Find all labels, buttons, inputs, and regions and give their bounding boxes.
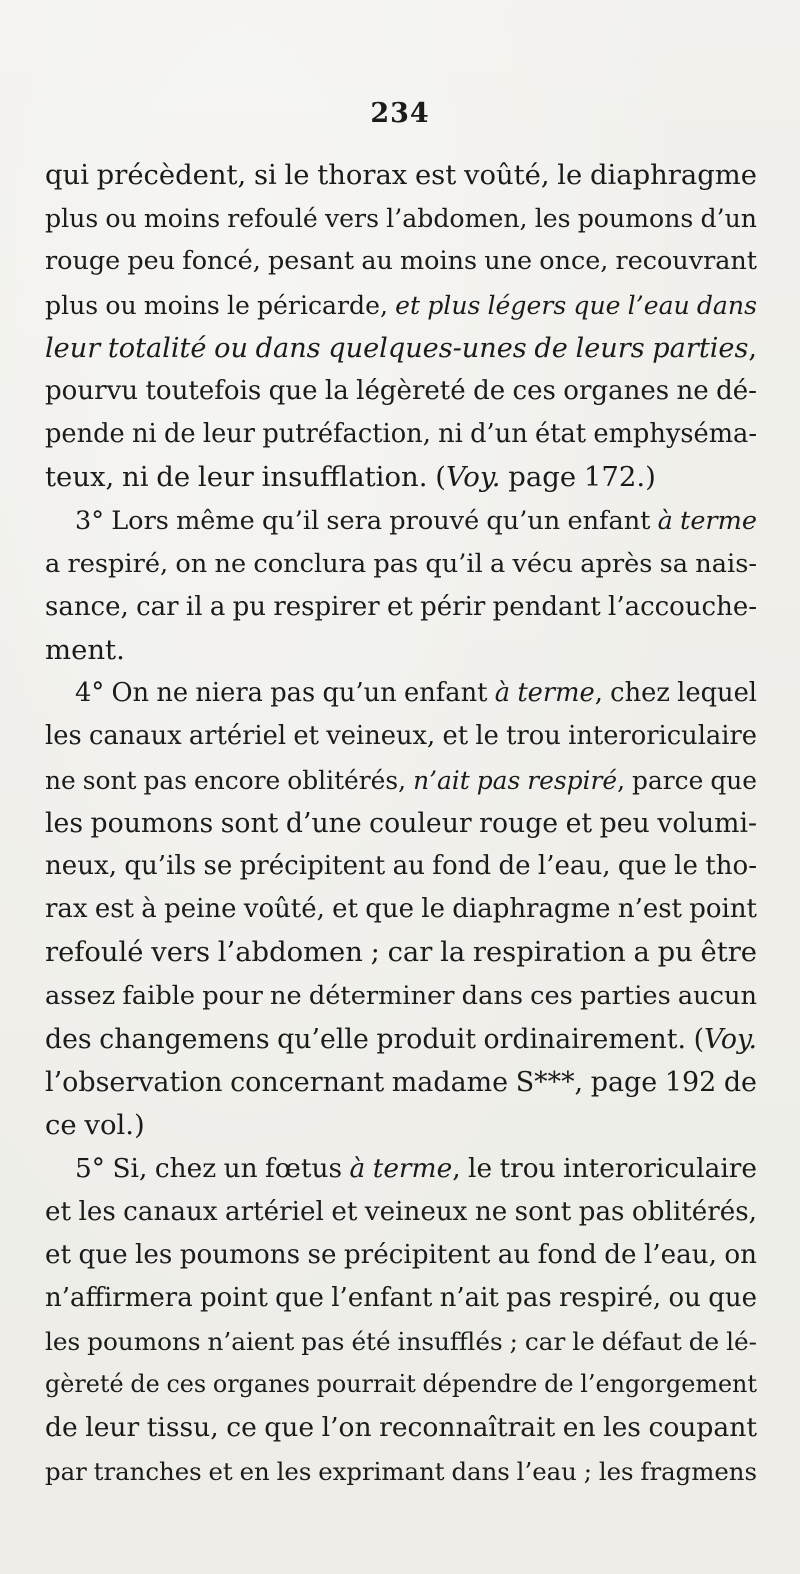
italic-text: à terme — [494, 678, 595, 709]
italic-text: à terme — [349, 1153, 453, 1185]
italic-text: leur totalité ou dans quelques-unes de leurs parties — [45, 332, 749, 364]
text-segment: qui précèdent, si le thorax est voûté, le diaphragme — [45, 160, 757, 191]
text-segment: rouge peu foncé, pesant au moins une once, recouvrant — [45, 246, 757, 277]
text-line — [45, 759, 757, 802]
text-segment: et que les poumons se précipitent au fond de l’eau, on — [45, 1239, 757, 1270]
text-line — [45, 802, 757, 845]
text-segment: par tranches et en les exprimant dans l’eau ; les fragmens — [45, 1456, 757, 1486]
italic-text: à terme — [657, 505, 757, 536]
text-line — [45, 154, 757, 197]
text-line — [45, 629, 757, 672]
italic-text: Voy. — [445, 461, 501, 494]
text-segment: des changemens qu’elle produit ordinairement. ( — [45, 1023, 704, 1055]
text-segment: n’affirmera point que l’enfant n’ait pas respiré, ou que — [45, 1282, 757, 1313]
text-line — [45, 672, 757, 715]
text-line — [45, 1277, 757, 1320]
text-segment: pende ni de leur putréfaction, ni d’un état emphyséma- — [45, 419, 757, 450]
text-line — [45, 1450, 757, 1493]
text-segment: page 172.) — [500, 461, 656, 494]
text-line — [45, 1018, 757, 1061]
text-segment: et les canaux artériel et veineux ne sont pas oblitérés, — [45, 1196, 757, 1227]
italic-text: n’ait pas respiré — [413, 765, 618, 795]
body-text — [45, 154, 757, 1493]
text-segment: , chez lequel — [594, 678, 758, 709]
text-segment: , le trou interoriculaire — [452, 1153, 757, 1185]
text-segment: a respiré, on ne conclura pas qu’il a vécu après sa nais- — [45, 548, 757, 579]
text-segment: plus ou moins le péricarde, — [45, 290, 396, 320]
text-line — [45, 931, 757, 974]
text-line — [45, 888, 757, 931]
text-line — [45, 370, 757, 413]
text-segment: rax est à peine voûté, et que le diaphragme n’est point — [45, 894, 757, 925]
text-segment: assez faible pour ne déterminer dans ces parties aucun — [45, 980, 757, 1011]
text-line — [45, 975, 757, 1018]
text-line — [45, 1191, 757, 1234]
text-line — [45, 1147, 757, 1190]
text-line — [45, 327, 757, 370]
text-line — [45, 1363, 757, 1406]
page-number: 234 — [370, 98, 430, 129]
text-line — [45, 1234, 757, 1277]
text-segment: l’observation concernant madame S***, page 192 de — [45, 1066, 757, 1098]
text-segment: ce vol.) — [45, 1109, 145, 1142]
text-segment: 5° Si, chez un fœtus — [75, 1153, 350, 1185]
text-segment: pourvu toutefois que la légèreté de ces organes ne dé- — [45, 375, 757, 406]
text-line — [45, 586, 757, 629]
text-line — [45, 284, 757, 327]
text-segment: 4° On ne niera pas qu’un enfant — [75, 678, 495, 709]
text-segment: les canaux artériel et veineux, et le trou interoriculaire — [45, 721, 757, 752]
text-segment: 3° Lors même qu’il sera prouvé qu’un enfant — [75, 505, 658, 536]
text-segment: , parce que — [617, 765, 757, 795]
text-segment: gèreté de ces organes pourrait dépendre de l’engorgement — [45, 1370, 757, 1399]
text-line — [45, 413, 757, 456]
text-line — [45, 500, 757, 543]
text-line — [45, 1320, 757, 1363]
text-line — [45, 240, 757, 283]
text-line — [45, 456, 757, 499]
text-segment: plus ou moins refoulé vers l’abdomen, les poumons d’un — [45, 204, 757, 234]
text-segment: de leur tissu, ce que l’on reconnaîtrait en les coupant — [45, 1412, 757, 1444]
text-segment: les poumons n’aient pas été insufflés ; car le défaut de lé- — [45, 1327, 757, 1357]
text-line — [45, 715, 757, 758]
text-segment: neux, qu’ils se précipitent au fond de l’eau, que le tho- — [45, 851, 757, 881]
text-line — [45, 543, 757, 586]
text-segment: les poumons sont d’une couleur rouge et peu volumi- — [45, 807, 757, 839]
italic-text: et plus légers que l’eau dans — [395, 290, 757, 320]
text-line — [45, 1104, 757, 1147]
text-line — [45, 1061, 757, 1104]
text-segment: teux, ni de leur insufflation. ( — [45, 461, 446, 494]
text-line — [45, 845, 757, 888]
text-line — [45, 1406, 757, 1449]
text-line — [45, 197, 757, 240]
text-segment: ne sont pas encore oblitérés, — [45, 765, 414, 795]
italic-text: Voy. — [704, 1023, 757, 1055]
text-segment: ment. — [45, 634, 125, 667]
text-segment: , — [748, 332, 757, 364]
text-segment: sance, car il a pu respirer et périr pendant l’accouche- — [45, 591, 757, 622]
text-segment: refoulé vers l’abdomen ; car la respiration a pu être — [45, 937, 757, 969]
